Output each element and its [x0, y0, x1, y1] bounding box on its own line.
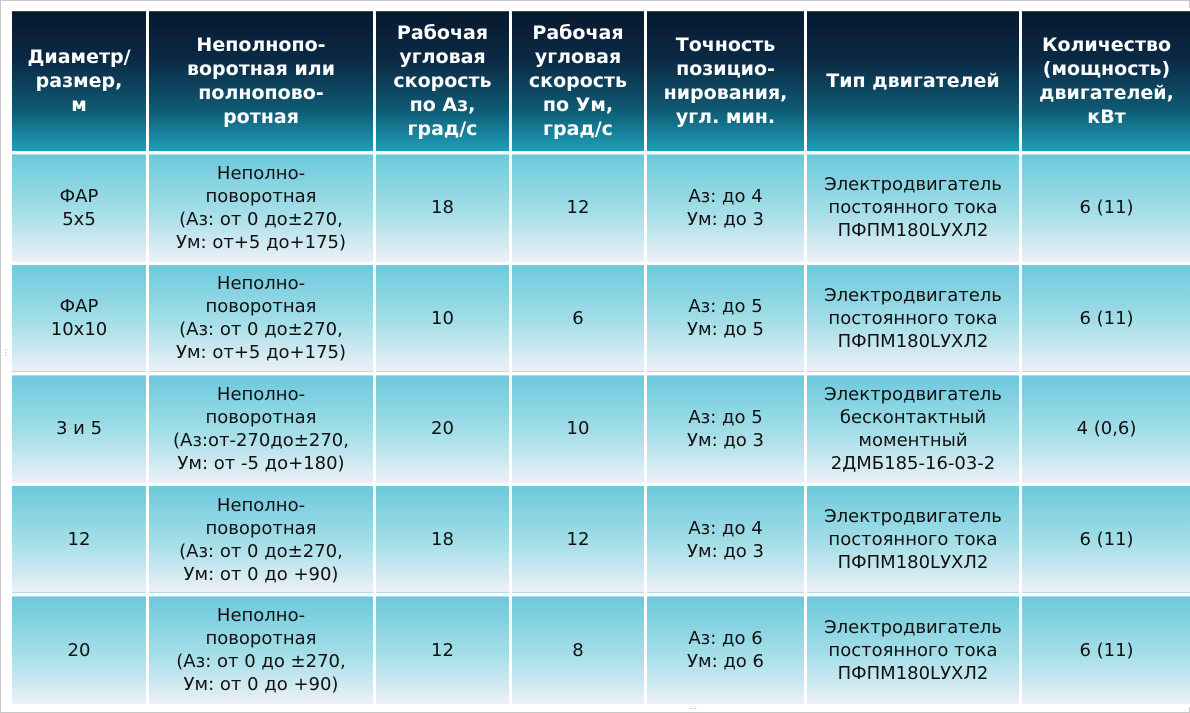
cell-motor-count: 6 (11) [1021, 595, 1190, 706]
header-motor-count: Количество (мощность) двигателей, кВт [1021, 10, 1190, 153]
cell-rotation-type: Неполно- поворотная (Аз: от 0 до±270, Ум: от+5 до+175) [148, 153, 375, 264]
cell-el-speed: 10 [511, 374, 646, 485]
cell-motor-type: Электродвигатель постоянного тока ПФПМ180LУХЛ2 [806, 595, 1021, 706]
cell-el-speed: 12 [511, 484, 646, 595]
cell-diameter: 3 и 5 [11, 374, 148, 485]
header-row [11, 10, 1190, 153]
table-row [11, 484, 1190, 595]
table-row [11, 374, 1190, 485]
cell-motor-count: 6 (11) [1021, 153, 1190, 264]
cell-diameter: ФАР 10х10 [11, 263, 148, 374]
cell-az-speed: 10 [375, 263, 511, 374]
cell-motor-type: Электродвигатель постоянного тока ПФПМ180LУХЛ2 [806, 484, 1021, 595]
cell-accuracy: Аз: до 6 Ум: до 6 [646, 595, 806, 706]
cell-az-speed: 18 [375, 484, 511, 595]
cell-motor-count: 6 (11) [1021, 484, 1190, 595]
cell-az-speed: 12 [375, 595, 511, 706]
cell-diameter: ФАР 5х5 [11, 153, 148, 264]
table-row [11, 595, 1190, 706]
cell-az-speed: 20 [375, 374, 511, 485]
drive-specs-table [9, 8, 1190, 707]
cell-accuracy: Аз: до 4 Ум: до 3 [646, 484, 806, 595]
header-el-speed: Рабочая угловая скорость по Ум, град/с [511, 10, 646, 153]
cell-motor-count: 6 (11) [1021, 263, 1190, 374]
cell-rotation-type: Неполно- поворотная (Аз: от 0 до±270, Ум: от 0 до +90) [148, 484, 375, 595]
header-az-speed: Рабочая угловая скорость по Аз, град/с [375, 10, 511, 153]
table-header [11, 10, 1190, 153]
table-row [11, 153, 1190, 264]
header-accuracy: Точность позицио- нирования, угл. мин. [646, 10, 806, 153]
cell-accuracy: Аз: до 5 Ум: до 3 [646, 374, 806, 485]
table-body [11, 153, 1190, 706]
cell-motor-count: 4 (0,6) [1021, 374, 1190, 485]
cell-diameter: 12 [11, 484, 148, 595]
cell-rotation-type: Неполно- поворотная (Аз: от 0 до ±270, Ум: от 0 до +90) [148, 595, 375, 706]
cell-motor-type: Электродвигатель постоянного тока ПФПМ180LУХЛ2 [806, 263, 1021, 374]
cell-el-speed: 12 [511, 153, 646, 264]
header-rotation-type: Неполнопо- воротная или полнопово- ротная [148, 10, 375, 153]
cell-diameter: 20 [11, 595, 148, 706]
cell-rotation-type: Неполно- поворотная (Аз: от 0 до±270, Ум: от+5 до+175) [148, 263, 375, 374]
table-row [11, 263, 1190, 374]
resize-handle-left[interactable]: ⋮ [2, 348, 10, 357]
resize-handle-bottom[interactable]: ⋯ [689, 704, 697, 713]
header-motor-type: Тип двигателей [806, 10, 1021, 153]
cell-accuracy: Аз: до 4 Ум: до 3 [646, 153, 806, 264]
cell-accuracy: Аз: до 5 Ум: до 5 [646, 263, 806, 374]
header-diameter: Диаметр/ размер, м [11, 10, 148, 153]
cell-el-speed: 8 [511, 595, 646, 706]
cell-az-speed: 18 [375, 153, 511, 264]
cell-rotation-type: Неполно- поворотная (Аз:от-270до±270, Ум: от -5 до+180) [148, 374, 375, 485]
cell-motor-type: Электродвигатель постоянного тока ПФПМ180LУХЛ2 [806, 153, 1021, 264]
cell-el-speed: 6 [511, 263, 646, 374]
cell-motor-type: Электродвигатель бесконтактный моментный 2ДМБ185-16-03-2 [806, 374, 1021, 485]
